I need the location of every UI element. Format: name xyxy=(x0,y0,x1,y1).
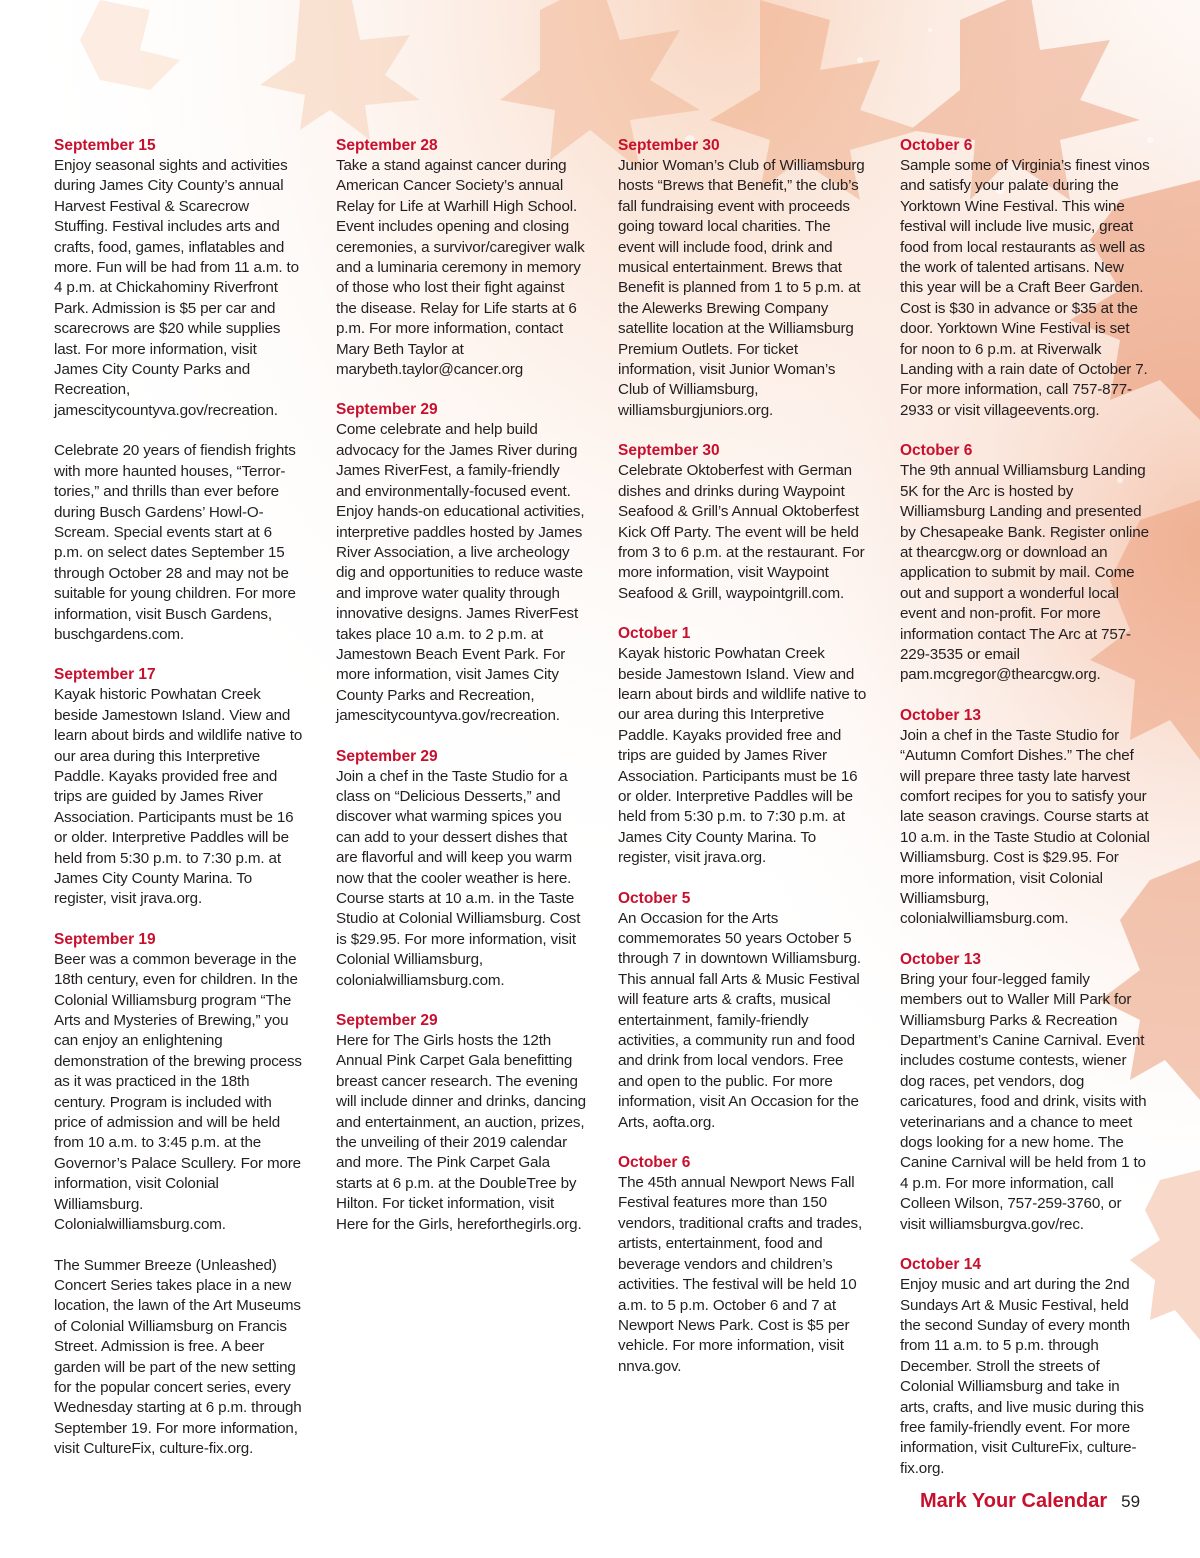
event-date: September 29 xyxy=(336,747,438,765)
event-description: An Occasion for the Arts commemorates 50 years October 5 through 7 in downtown Williamsburg. This annual fall Arts & Music Festival will feature arts & crafts, musical entertainment, family-friendly activities, a community run and food and drink from local vendors. Free and open to the public. For more information, visit An Occasion for the Arts, aofta.org. xyxy=(618,909,861,1131)
event-date: September 19 xyxy=(54,930,156,948)
event-description: Bring your four-legged family members out to Waller Mill Park for Williamsburg Parks & Recreation Department’s Canine Carnival. Event includes costume contests, wiener dog races, pet vendors, dog caricatures, food and drink, visits with veterinarians and a chance to meet dogs looking for a new home. The Canine Carnival will be held from 1 to 4 p.m. For more information, call Colleen Wilson, 757-259-3760, or visit williamsburgva.gov/rec. xyxy=(900,970,1147,1233)
event-entry xyxy=(900,441,1150,685)
page-footer xyxy=(920,1490,1140,1513)
event-description: Here for The Girls hosts the 12th Annual Pink Carpet Gala benefitting breast cancer research. The evening will include dinner and drinks, dancing and entertainment, an auction, prizes, the unveiling of their 2019 calendar and more. The Pink Carpet Gala starts at 6 p.m. at the DoubleTree by Hilton. For ticket information, visit Here for the Girls, hereforthegirls.org. xyxy=(336,1032,586,1233)
event-date: September 30 xyxy=(618,442,720,460)
event-entry xyxy=(54,136,304,645)
event-description: The Summer Breeze (Unleashed) Concert Series takes place in a new location, the lawn of the Art Museums of Colonial Williamsburg on Francis Street. Admission is free. A beer garden will be part of the new setting for the popular concert series, every Wednesday starting at 6 p.m. through September 19. For more information, visit CultureFix, culture-fix.org. xyxy=(54,1256,302,1458)
events-columns xyxy=(54,136,1150,1499)
event-entry xyxy=(336,136,586,380)
page-number: 59 xyxy=(1121,1492,1141,1511)
event-date: September 29 xyxy=(336,401,438,419)
event-entry xyxy=(900,136,1150,421)
event-entry xyxy=(618,624,868,868)
event-date: September 17 xyxy=(54,666,156,684)
event-description: Kayak historic Powhatan Creek beside Jamestown Island. View and learn about birds and wildlife native to our area during this Interpretive Paddle. Kayaks provided free and trips are guided by James River Association. Participants must be 16 or older. Interpretive Paddles will be held from 5:30 p.m. to 7:30 p.m. at James City County Marina. To register, visit jrava.org. xyxy=(618,645,867,867)
event-entry xyxy=(336,747,586,991)
event-description: Junior Woman’s Club of Williamsburg hosts “Brews that Benefit,” the club’s fall fundraising event with proceeds going toward local charities. The event will include food, drink and musical entertainment. Brews that Benefit is planned from 1 to 5 p.m. at the Alewerks Brewing Company satellite location at the Williamsburg Premium Outlets. For ticket information, visit Junior Woman’s Club of Williamsburg, williamsburgjuniors.org. xyxy=(618,157,865,419)
event-date: October 1 xyxy=(618,625,691,643)
event-entry xyxy=(900,706,1150,930)
event-date: September 30 xyxy=(618,137,720,154)
event-entry xyxy=(618,136,868,421)
column-4 xyxy=(900,136,1150,1499)
event-description: Beer was a common beverage in the 18th century, even for children. In the Colonial Williamsburg program “The Arts and Mysteries of Brewing,” you can enjoy an enlightening demonstration of the brewing process as it was practiced in the 18th century. Program is included with price of admission and will be held from 10 a.m. to 3:45 p.m. at the Governor’s Palace Scullery. For more information, visit Colonial Williamsburg. Colonialwilliamsburg.com. xyxy=(54,950,302,1234)
event-date: October 6 xyxy=(900,137,973,154)
event-date: October 13 xyxy=(900,706,981,724)
event-description: Come celebrate and help build advocacy for the James River during James RiverFest, a family-friendly and environmentally-focused event. Enjoy hands-on educational activities, interpretive paddles hosted by James River Association, a live archeology dig and opportunities to reduce waste and improve water quality through innovative designs. James RiverFest takes place 10 a.m. to 2 p.m. at Jamestown Beach Event Park. For more information, visit James City County Parks and Recreation, jamescitycountyva.gov/recreation. xyxy=(336,421,585,725)
column-1 xyxy=(54,136,304,1499)
event-date: October 6 xyxy=(900,442,973,460)
event-description: Enjoy music and art during the 2nd Sundays Art & Music Festival, held the second Sunday of every month from 11 a.m. to 5 p.m. through December. Stroll the streets of Colonial Williamsburg and take in arts, crafts, and live music during this free family-friendly event. For more information, visit CultureFix, culture-fix.org. xyxy=(900,1276,1144,1477)
event-date: October 5 xyxy=(618,889,691,907)
event-date: October 14 xyxy=(900,1256,981,1274)
column-2 xyxy=(336,136,586,1499)
event-date: September 15 xyxy=(54,137,156,154)
section-title: Mark Your Calendar xyxy=(920,1490,1108,1512)
event-description: Kayak historic Powhatan Creek beside Jamestown Island. View and learn about birds and wildlife native to our area during this Interpretive Paddle. Kayaks provided free and trips are guided by James River Association. Participants must be 16 or older. Interpretive Paddles will be held from 5:30 p.m. to 7:30 p.m. at James City County Marina. To register, visit jrava.org. xyxy=(54,686,303,908)
event-entry xyxy=(336,1011,586,1235)
event-entry xyxy=(336,400,586,726)
event-entry xyxy=(618,889,868,1133)
event-description: Join a chef in the Taste Studio for a class on “Delicious Desserts,” and discover what warming spices you can add to your dessert dishes that are flavorful and will keep you warm now that the cooler weather is here. Course starts at 10 a.m. in the Taste Studio at Colonial Williamsburg. Cost is $29.95. For more information, visit Colonial Williamsburg, colonialwilliamsburg.com. xyxy=(336,767,581,989)
event-entry xyxy=(900,1255,1150,1479)
column-3 xyxy=(618,136,868,1499)
event-description: Join a chef in the Taste Studio for “Autumn Comfort Dishes.” The chef will prepare three tasty late harvest comfort recipes for you to satisfy your late season cravings. Course starts at 10 a.m. in the Taste Studio at Colonial Williamsburg. Cost is $29.95. For more information, visit Colonial Williamsburg, colonialwilliamsburg.com. xyxy=(900,726,1150,928)
event-date: September 28 xyxy=(336,137,438,154)
event-entry xyxy=(54,665,304,909)
event-description: Celebrate Oktoberfest with German dishes and drinks during Waypoint Seafood & Grill’s Annual Oktoberfest Kick Off Party. The event will be held from 3 to 6 p.m. at the restaurant. For more information, visit Waypoint Seafood & Grill, waypointgrill.com. xyxy=(618,462,865,602)
event-description: The 45th annual Newport News Fall Festival features more than 150 vendors, traditional crafts and trades, artists, entertainment, food and beverage vendors and children’s activities. The festival will be held 10 a.m. to 5 p.m. October 6 and 7 at Newport News Park. Cost is $5 per vehicle. For more information, visit nnva.gov. xyxy=(618,1174,863,1375)
event-description: Celebrate 20 years of fiendish frights with more haunted houses, “Terror-tories,” and thrills than ever before during Busch Gardens’ Howl-O-Scream. Special events start at 6 p.m. on select dates September 15 through October 28 and may not be suitable for young children. For more information, visit Busch Gardens, buschgardens.com. xyxy=(54,442,296,643)
event-entry xyxy=(900,950,1150,1235)
event-date: October 6 xyxy=(618,1154,691,1172)
event-description: Take a stand against cancer during American Cancer Society’s annual Relay for Life at Warhill High School. Event includes opening and closing ceremonies, a survivor/caregiver walk and a luminaria ceremony in memory of those who lost their fight against the disease. Relay for Life starts at 6 p.m. For more information, contact Mary Beth Taylor at marybeth.taylor@cancer.org xyxy=(336,157,585,379)
event-entry xyxy=(54,930,304,1460)
event-description: Enjoy seasonal sights and activities during James City County’s annual Harvest Festival & Scarecrow Stuffing. Festival includes arts and crafts, food, games, inflatables and more. Fun will be had from 11 a.m. to 4 p.m. at Chickahominy Riverfront Park. Admission is $5 per car and scarecrows are $20 while supplies last. For more information, visit James City County Parks and Recreation, jamescitycountyva.gov/recreation. xyxy=(54,157,299,419)
event-description: Sample some of Virginia’s finest vinos and satisfy your palate during the Yorktown Wine Festival. This wine festival will include live music, great food from local restaurants as well as the work of talented artisans. New this year will be a Craft Beer Garden. Cost is $30 in advance or $35 at the door. Yorktown Wine Festival is set for noon to 6 p.m. at Riverwalk Landing with a rain date of October 7. For more information, call 757-877-2933 or visit villageevents.org. xyxy=(900,157,1150,419)
event-description: The 9th annual Williamsburg Landing 5K for the Arc is hosted by Williamsburg Landing and presented by Chesapeake Bank. Register online at thearcgw.org or download an application to submit by mail. Come out and support a wonderful local event and non-profit. For more information contact The Arc at 757-229-3535 or email pam.mcgregor@thearcgw.org. xyxy=(900,462,1149,684)
event-date: October 13 xyxy=(900,950,981,968)
event-entry xyxy=(618,441,868,604)
event-date: September 29 xyxy=(336,1012,438,1030)
event-entry xyxy=(618,1153,868,1377)
